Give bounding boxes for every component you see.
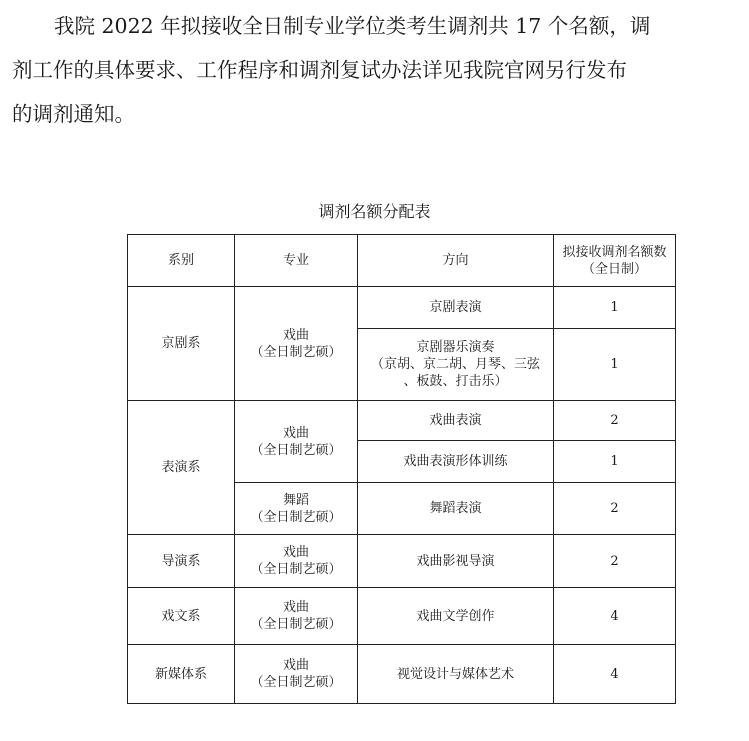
major-cell: 舞蹈 （全日制艺硕）	[235, 483, 358, 535]
table-header-row	[128, 235, 676, 287]
quota-cell: 4	[554, 645, 676, 704]
department-cell: 新媒体系	[128, 645, 235, 704]
direction-cell: 舞蹈表演	[358, 483, 554, 535]
direction-cell: 戏曲表演	[358, 401, 554, 441]
header-major: 专业	[235, 235, 358, 287]
direction-cell: 戏曲文学创作	[358, 588, 554, 645]
intro-line: 我院 2022 年拟接收全日制专业学位类考生调剂共 17 个名额，调	[54, 14, 651, 38]
direction-cell: 京剧表演	[358, 287, 554, 329]
major-cell: 戏曲 （全日制艺硕）	[235, 588, 358, 645]
intro-line: 的调剂通知。	[12, 102, 135, 126]
quota-allocation-table	[127, 234, 676, 704]
department-cell: 导演系	[128, 535, 235, 588]
direction-cell: 戏曲表演形体训练	[358, 441, 554, 483]
quota-cell: 1	[554, 287, 676, 329]
major-cell: 戏曲 （全日制艺硕）	[235, 287, 358, 401]
major-cell: 戏曲 （全日制艺硕）	[235, 645, 358, 704]
direction-cell: 戏曲影视导演	[358, 535, 554, 588]
department-cell: 戏文系	[128, 588, 235, 645]
major-cell: 戏曲 （全日制艺硕）	[235, 401, 358, 483]
quota-cell: 4	[554, 588, 676, 645]
header-direction: 方向	[358, 235, 554, 287]
header-quota: 拟接收调剂名额数 （全日制）	[554, 235, 676, 287]
direction-cell: 京剧器乐演奏 （京胡、京二胡、月琴、三弦 、板鼓、打击乐）	[358, 329, 554, 401]
major-cell: 戏曲 （全日制艺硕）	[235, 535, 358, 588]
department-cell: 京剧系	[128, 287, 235, 401]
header-department: 系别	[128, 235, 235, 287]
intro-line: 剂工作的具体要求、工作程序和调剂复试办法详见我院官网另行发布	[12, 58, 627, 82]
quota-cell: 2	[554, 401, 676, 441]
quota-cell: 1	[554, 329, 676, 401]
quota-cell: 2	[554, 535, 676, 588]
intro-paragraph	[12, 4, 740, 136]
table-row	[128, 287, 676, 329]
table-row	[128, 535, 676, 588]
table-row	[128, 401, 676, 441]
table-row	[128, 645, 676, 704]
quota-cell: 1	[554, 441, 676, 483]
table-title: 调剂名额分配表	[318, 202, 431, 221]
department-cell: 表演系	[128, 401, 235, 535]
direction-cell: 视觉设计与媒体艺术	[358, 645, 554, 704]
quota-cell: 2	[554, 483, 676, 535]
table-row	[128, 588, 676, 645]
